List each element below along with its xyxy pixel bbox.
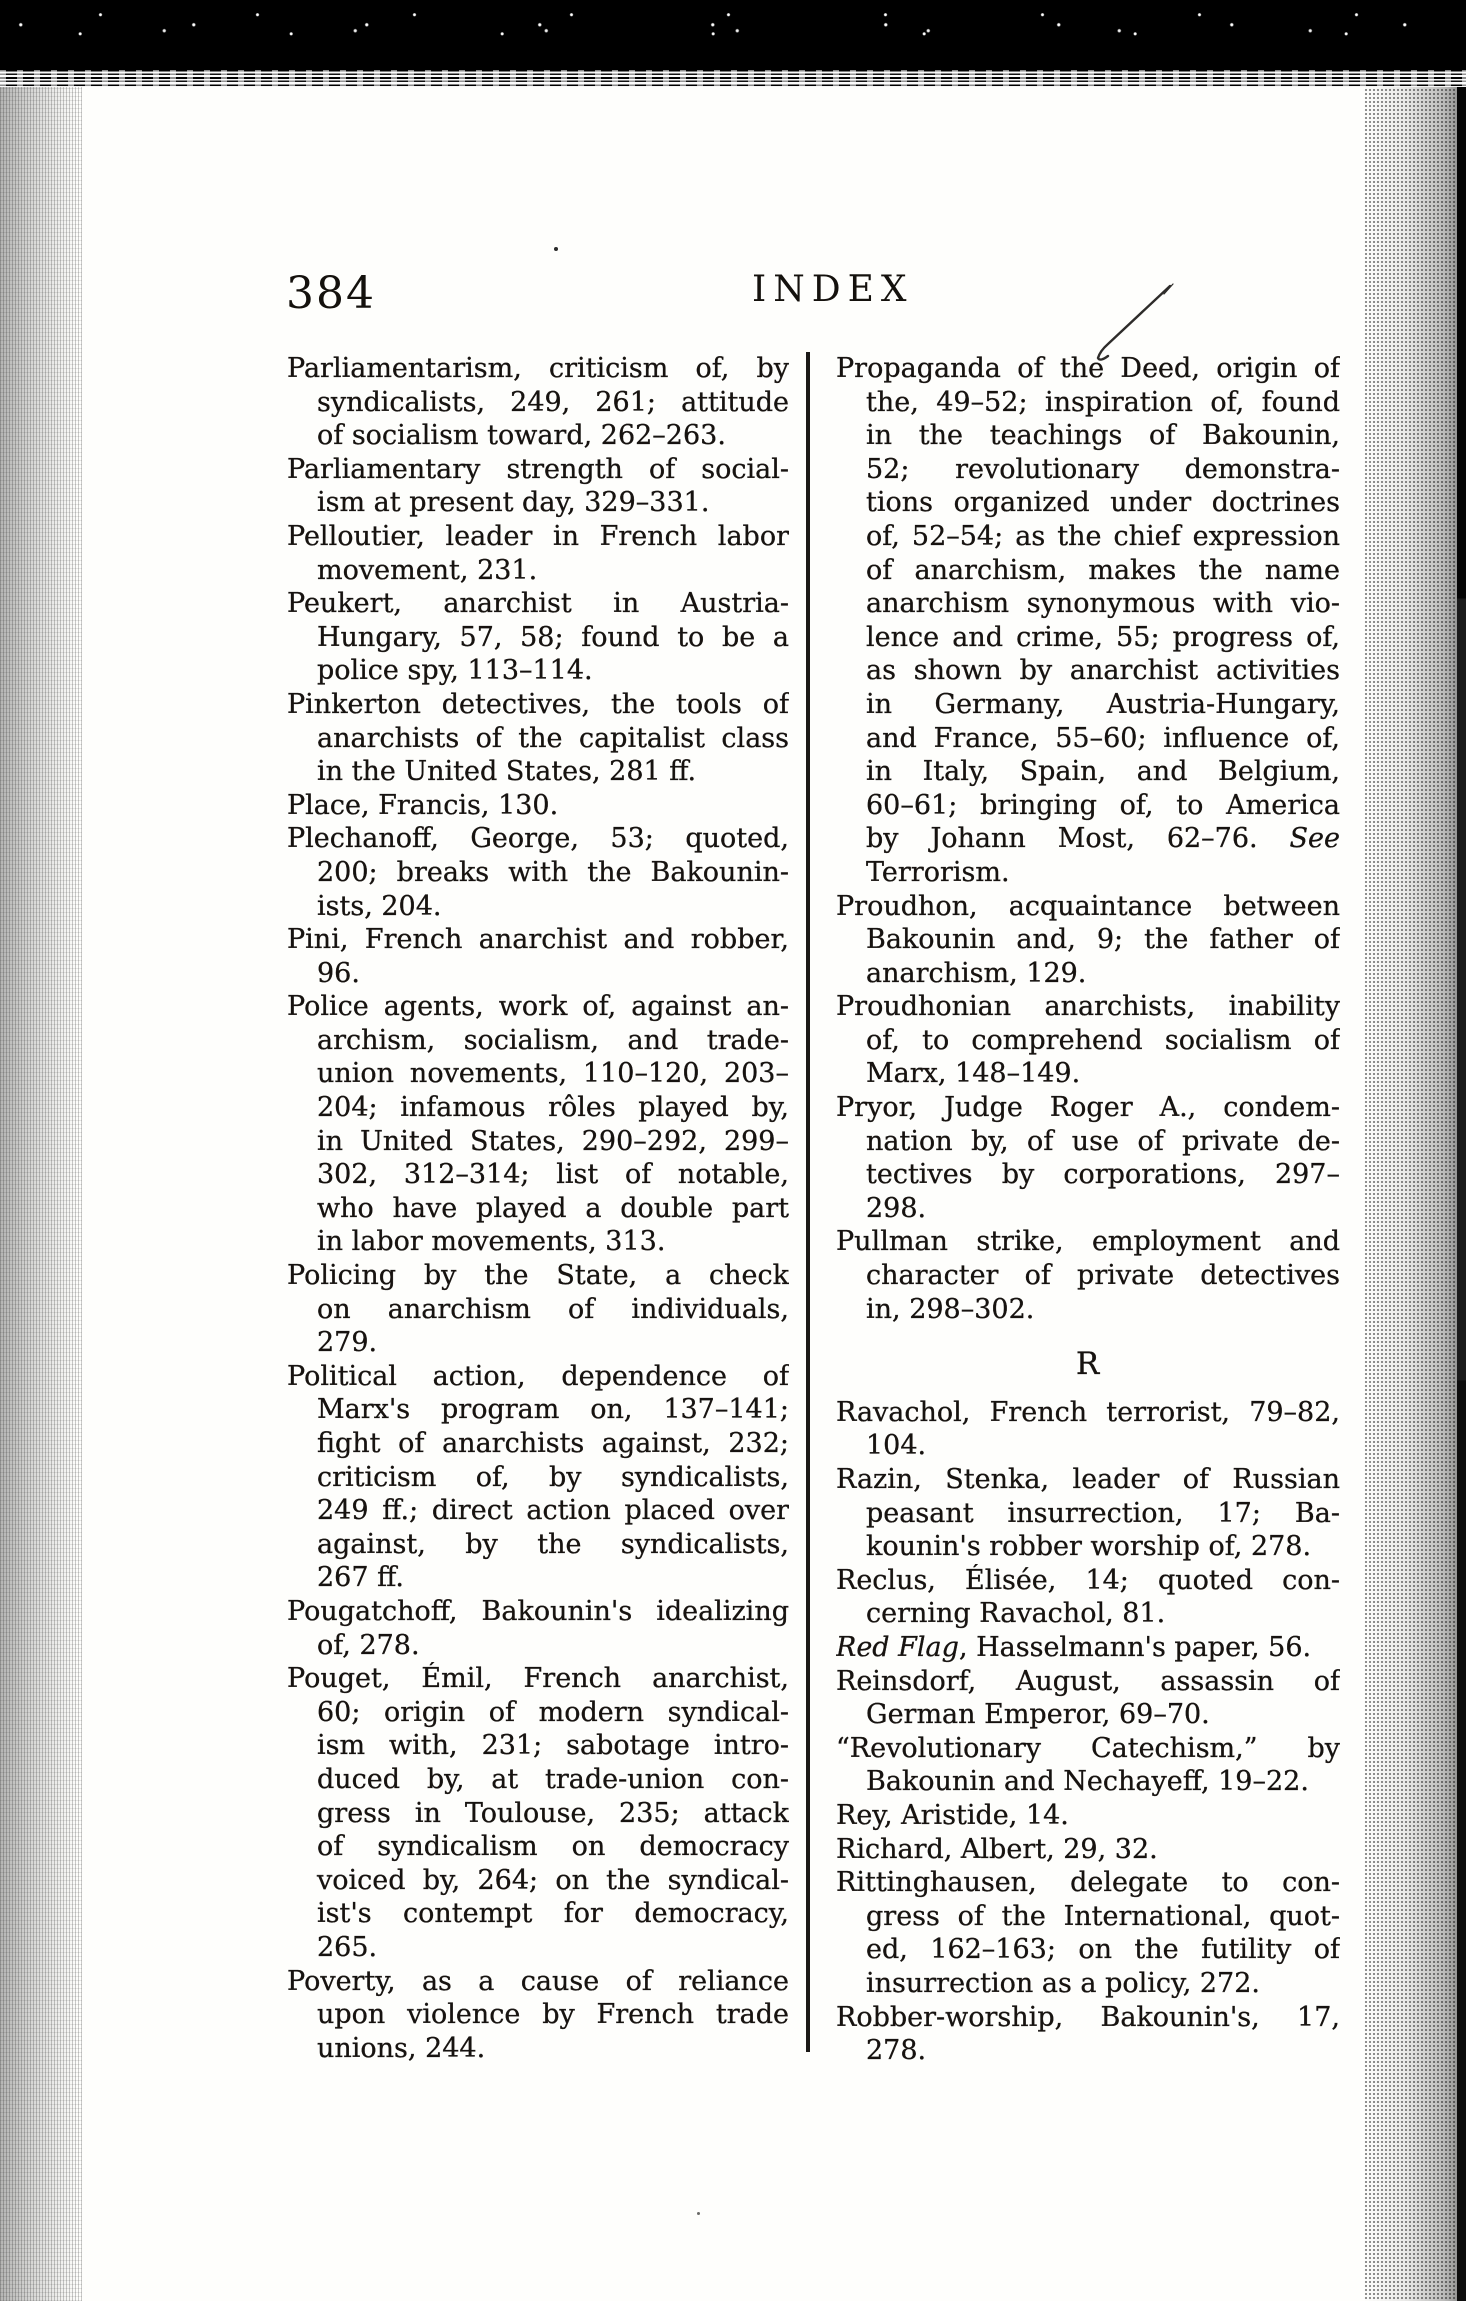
column-divider xyxy=(806,352,810,2052)
index-entry-line: Policing by the State, a check xyxy=(287,1260,789,1292)
index-entry-line: Place, Francis, 130. xyxy=(287,789,559,821)
index-entry-line: in the teachings of Bakounin, xyxy=(866,420,1340,452)
page-number: 384 xyxy=(286,268,376,319)
index-entry-line: against, by the syndicalists, xyxy=(317,1528,789,1560)
index-entry-line: 267 ff. xyxy=(317,1562,404,1594)
index-entry-line: Razin, Stenka, leader of Russian xyxy=(836,1464,1340,1495)
page-title: INDEX xyxy=(752,269,914,310)
index-entry-line: Terrorism. xyxy=(866,856,1010,888)
index-entry-line: 278. xyxy=(866,2035,927,2067)
index-entry-line: gress of the International, quot- xyxy=(866,1900,1340,1932)
index-entry-line: ism with, 231; sabotage intro- xyxy=(317,1730,789,1762)
index-entry-line: Poverty, as a cause of reliance xyxy=(287,1965,789,1997)
index-entry-line: police spy, 113–114. xyxy=(317,655,593,687)
index-entry-line: in Italy, Spain, and Belgium, xyxy=(866,756,1340,788)
index-entry-line: 104. xyxy=(866,1430,927,1462)
index-entry-line: the, 49–52; inspiration of, found xyxy=(866,386,1340,418)
index-entry-line: cerning Ravachol, 81. xyxy=(866,1598,1166,1630)
index-entry-line: 200; breaks with the Bakounin- xyxy=(317,856,789,888)
index-entry-line: Pullman strike, employment and xyxy=(836,1226,1340,1258)
index-entry-line: Pini, French anarchist and robber, xyxy=(287,924,789,956)
index-entry-line: Police agents, work of, against an- xyxy=(287,991,789,1023)
index-entry-line: nation by, of use of private de- xyxy=(866,1125,1340,1157)
index-entry-line: character of private detectives xyxy=(866,1260,1340,1292)
scan-banner-fray xyxy=(0,70,1466,87)
index-entry-line: Pinkerton detectives, the tools of xyxy=(287,688,789,720)
index-entry-line: Peukert, anarchist in Austria- xyxy=(287,588,789,620)
index-entry-line: of anarchism, makes the name xyxy=(866,554,1340,586)
index-entry-line: Robber-worship, Bakounin's, 17, xyxy=(836,2001,1340,2033)
index-entry-line: ist's contempt for democracy, xyxy=(317,1898,789,1930)
index-entry-line: German Emperor, 69–70. xyxy=(866,1699,1210,1731)
index-entry-line: union novements, 110–120, 203– xyxy=(317,1058,789,1090)
index-entry-line: peasant insurrection, 17; Ba- xyxy=(866,1497,1340,1529)
index-entry-line: fight of anarchists against, 232; xyxy=(317,1428,789,1459)
index-entry-line: 204; infamous rôles played by, xyxy=(317,1092,789,1124)
index-entry-line: 52; revolutionary demonstra- xyxy=(866,453,1340,485)
index-entry-line: Pouget, Émil, French anarchist, xyxy=(287,1663,789,1695)
index-entry-line: on anarchism of individuals, xyxy=(317,1293,789,1325)
index-entry-line: of syndicalism on democracy xyxy=(317,1831,789,1863)
index-entry-line: Political action, dependence of xyxy=(287,1360,789,1392)
index-entry-line: Rey, Aristide, 14. xyxy=(836,1799,1069,1831)
index-entry-line: in, 298–302. xyxy=(866,1293,1035,1325)
scan-top-banner xyxy=(0,0,1466,70)
index-entry-line: Marx, 148–149. xyxy=(866,1058,1081,1090)
index-entry-line: Pougatchoff, Bakounin's idealizing xyxy=(287,1595,789,1627)
index-entry-line: 302, 312–314; list of notable, xyxy=(317,1159,789,1191)
index-entry-line: 265. xyxy=(317,1931,378,1963)
index-entry-line: Hungary, 57, 58; found to be a xyxy=(317,621,789,653)
scan-left-edge-texture xyxy=(0,60,82,2301)
scan-right-edge-texture xyxy=(1364,0,1466,2301)
section-heading: R xyxy=(1075,1346,1101,1383)
index-entry-line: Pryor, Judge Roger A., condem- xyxy=(836,1092,1340,1124)
index-entry-line: who have played a double part xyxy=(317,1192,789,1224)
index-entry-line: in the United States, 281 ff. xyxy=(317,756,697,788)
index-entry-line: by Johann Most, 62–76. See xyxy=(866,823,1340,855)
index-entry-line: Reinsdorf, August, assassin of xyxy=(836,1665,1340,1697)
index-entry-line: Parliamentary strength of social- xyxy=(287,453,789,485)
index-entry-line: Pelloutier, leader in French labor xyxy=(287,520,789,552)
index-entry-line: syndicalists, 249, 261; attitude xyxy=(317,386,789,418)
scan-speck xyxy=(697,2212,700,2215)
index-entry-line: and France, 55–60; influence of, xyxy=(866,722,1340,754)
index-entry-line: as shown by anarchist activities xyxy=(866,655,1340,687)
index-entry-line: in United States, 290–292, 299– xyxy=(317,1125,789,1157)
index-entry-line: anarchism synonymous with vio- xyxy=(866,588,1340,620)
index-entry-line: 279. xyxy=(317,1327,378,1359)
index-entry-line: of, 52–54; as the chief expression xyxy=(866,520,1340,552)
index-column-right xyxy=(836,352,1340,2068)
scan-right-edge-line xyxy=(1457,0,1466,2301)
index-column-left xyxy=(287,352,789,2065)
index-entry-line: archism, socialism, and trade- xyxy=(317,1024,789,1056)
index-entry-line: Bakounin and Nechayeff, 19–22. xyxy=(866,1766,1309,1798)
index-entry-line: Propaganda of the Deed, origin of xyxy=(836,353,1340,384)
index-entry-line: movement, 231. xyxy=(317,554,538,586)
index-entry-line: of socialism toward, 262–263. xyxy=(317,420,726,452)
index-entry-line: Ravachol, French terrorist, 79–82, xyxy=(836,1396,1340,1428)
scan-speck xyxy=(554,247,558,251)
index-entry-line: 249 ff.; direct action placed over xyxy=(317,1495,789,1527)
index-entry-line: Proudhon, acquaintance between xyxy=(836,890,1340,922)
index-entry-line: Proudhonian anarchists, inability xyxy=(836,991,1340,1023)
index-entry-line: unions, 244. xyxy=(317,2032,486,2064)
index-entry-line: ists, 204. xyxy=(317,890,442,922)
index-entry-line: anarchism, 129. xyxy=(866,957,1087,989)
index-entry-line: voiced by, 264; on the syndical- xyxy=(317,1864,789,1896)
index-entry-line: Plechanoff, George, 53; quoted, xyxy=(287,823,789,855)
index-entry-line: gress in Toulouse, 235; attack xyxy=(317,1797,789,1829)
index-entry-line: tectives by corporations, 297– xyxy=(866,1159,1340,1191)
index-entry-line: insurrection as a policy, 272. xyxy=(866,1967,1260,1999)
index-entry-line: “Revolutionary Catechism,” by xyxy=(836,1732,1340,1764)
index-entry-line: Bakounin and, 9; the father of xyxy=(866,924,1340,956)
index-entry-line: 298. xyxy=(866,1192,927,1224)
index-entry-line: Marx's program on, 137–141; xyxy=(317,1394,789,1426)
index-entry-line: criticism of, by syndicalists, xyxy=(317,1461,789,1493)
index-entry-line: ism at present day, 329–331. xyxy=(317,487,710,519)
index-entry-line: Reclus, Élisée, 14; quoted con- xyxy=(836,1564,1340,1596)
index-entry-line: Richard, Albert, 29, 32. xyxy=(836,1833,1158,1865)
index-entry-line: kounin's robber worship of, 278. xyxy=(866,1531,1312,1563)
index-entry-line: duced by, at trade-union con- xyxy=(317,1763,789,1795)
index-entry-line: of, 278. xyxy=(317,1629,420,1661)
index-entry-line: 60–61; bringing of, to America xyxy=(866,789,1340,821)
index-entry-line: upon violence by French trade xyxy=(317,1999,789,2031)
index-entry-line: Rittinghausen, delegate to con- xyxy=(836,1867,1340,1899)
index-entry-line: lence and crime, 55; progress of, xyxy=(866,621,1340,653)
index-entry-line: tions organized under doctrines xyxy=(866,487,1340,519)
index-entry-line: Parliamentarism, criticism of, by xyxy=(287,353,789,384)
index-entry-line: 96. xyxy=(317,957,360,989)
index-entry-line: ed, 162–163; on the futility of xyxy=(866,1934,1340,1966)
index-entry-line: anarchists of the capitalist class xyxy=(317,722,789,754)
index-entry-line: Red Flag, Hasselmann's paper, 56. xyxy=(836,1631,1312,1663)
index-entry-line: in Germany, Austria-Hungary, xyxy=(866,688,1340,720)
index-entry-line: 60; origin of modern syndical- xyxy=(317,1696,789,1728)
index-entry-line: of, to comprehend socialism of xyxy=(866,1024,1340,1056)
index-entry-line: in labor movements, 313. xyxy=(317,1226,666,1258)
